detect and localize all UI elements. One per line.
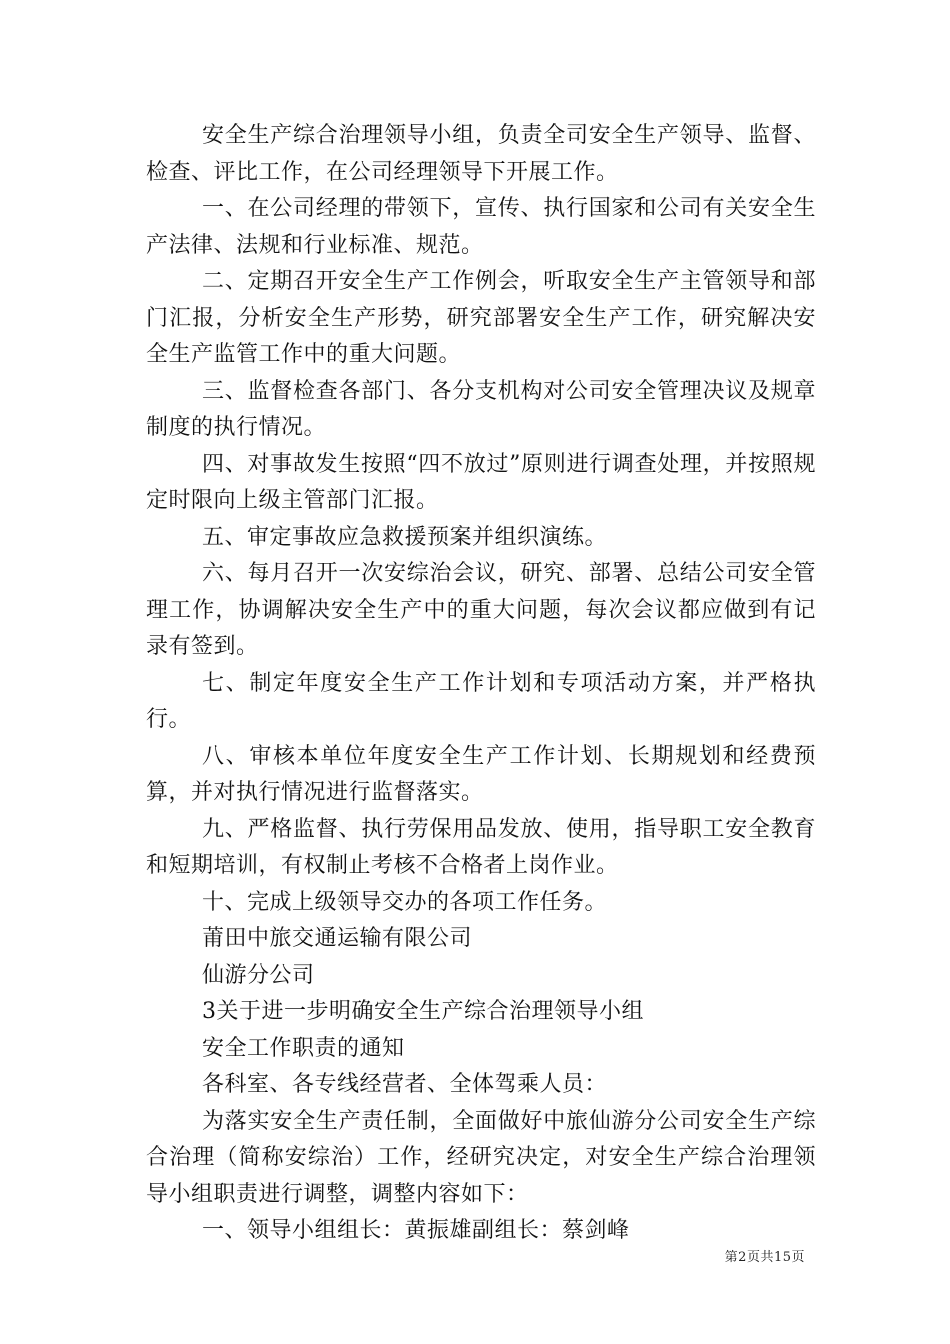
notice-title-line-2: 安全工作职责的通知 — [202, 1035, 405, 1061]
notice-title-line-1: 3关于进一步明确安全生产综合治理领导小组 — [202, 999, 644, 1024]
paragraph: 四、对事故发生按照“四不放过”原则进行调查处理，并按照规定时限向上级主管部门汇报。 — [146, 451, 816, 513]
paragraph: 十、完成上级领导交办的各项工作任务。 — [202, 889, 608, 915]
branch-name: 仙游分公司 — [202, 962, 315, 988]
company-name: 莆田中旅交通运输有限公司 — [202, 926, 473, 951]
paragraph: 一、领导小组组长：黄振雄副组长：蔡剑峰 — [202, 1218, 630, 1243]
document-body — [146, 118, 816, 1250]
paragraph: 五、审定事故应急救援预案并组织演练。 — [202, 524, 608, 550]
paragraph: 一、在公司经理的带领下，宣传、执行国家和公司有关安全生产法律、法规和行业标准、规范。 — [146, 196, 816, 258]
page-number: 第2页共15页 — [724, 1250, 805, 1265]
paragraph: 三、监督检查各部门、各分支机构对公司安全管理决议及规章制度的执行情况。 — [146, 378, 816, 440]
paragraph: 九、严格监督、执行劳保用品发放、使用，指导职工安全教育和短期培训，有权制止考核不合格者上岗作业。 — [146, 816, 816, 878]
paragraph: 安全生产综合治理领导小组，负责全司安全生产领导、监督、检查、评比工作，在公司经理领导下开展工作。 — [146, 123, 816, 185]
notice-recipients: 各科室、各专线经营者、全体驾乘人员： — [202, 1072, 608, 1097]
paragraph: 二、定期召开安全生产工作例会，听取安全生产主管领导和部门汇报，分析安全生产形势，研究部署安全生产工作，研究解决安全生产监管工作中的重大问题。 — [146, 269, 816, 367]
paragraph: 六、每月召开一次安综治会议，研究、部署、总结公司安全管理工作，协调解决安全生产中的重大问题，每次会议都应做到有记录有签到。 — [146, 561, 816, 659]
paragraph: 为落实安全生产责任制，全面做好中旅仙游分公司安全生产综合治理（简称安综治）工作，经研究决定，对安全生产综合治理领导小组职责进行调整，调整内容如下： — [146, 1108, 816, 1207]
paragraph: 七、制定年度安全生产工作计划和专项活动方案，并严格执行。 — [146, 670, 816, 732]
paragraph: 八、审核本单位年度安全生产工作计划、长期规划和经费预算，并对执行情况进行监督落实。 — [146, 743, 816, 805]
